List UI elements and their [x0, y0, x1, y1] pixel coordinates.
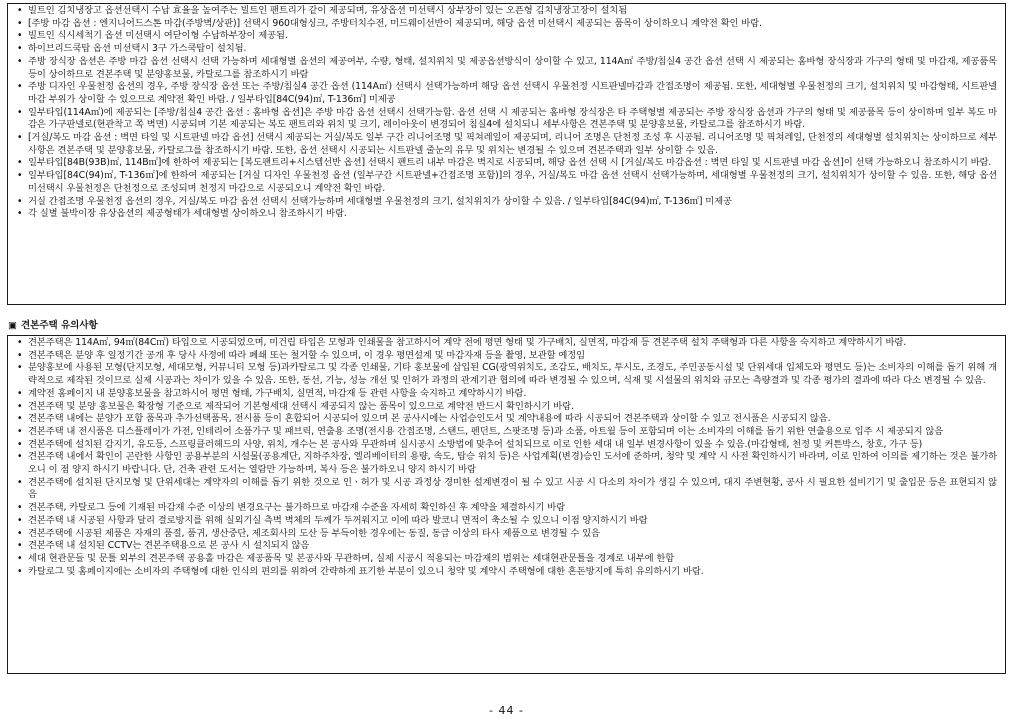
notice-item: • 하이브리드쿡탑 옵션 미선택시 3구 가스쿡탑이 설치됨. [16, 43, 997, 56]
notice-item: • 견본주택 및 분양 홍보물은 확장형 기준으로 제작되어 기본형세대 선택시 제공되지 않는 품목이 있으므로 계약전 반드시 확인하시기 바람. [16, 401, 997, 414]
notice-item: • 일부타입[84B(93B)㎡, 114B㎡]에 한하여 제공되는 [복도팬트리+시스템선반 옵션] 선택시 팬트리 내부 마감은 벽지로 시공되며, 해당 옵션 선택 시 [거실/복도 마감옵션 : 벽면 타일 및 시트판넬 마감 옵션]이 선택 가능하오니 참조하시기 바람. [16, 157, 997, 170]
notice-item: • 견본주택 내에서 확인이 곤란한 사항인 공용부분의 시설물(공용계단, 지하주차장, 엘리베이터의 용량, 속도, 탑승 위치 등)은 사업계획(변경)승인 도서에 준하며, 청약 및 계약 시 사전 확인하시기 바라며, 이로 인하여 이의를 제기하는 것은 불가하오니 이 점 양지 하시기 바랍니다. 단, 건축 관련 도서는 열람만 가능하며, 복사 등은 불가하오니 양지 하시기 바람 [16, 451, 997, 476]
notice-item: • 각 실별 불박이장 유상옵션의 제공형태가 세대형별 상이하오니 참조하시기 바람. [16, 208, 997, 221]
notice-item: • 견본주택 내 전시품은 디스플레이가 가전, 인테리어 소품가구 및 패브릭, 연출용 조명(전시용 간접조명, 스탠드, 펜던트, 스팟조명 등)과 소품, 아트월 등이 포함되며 이는 소비자의 이해를 돕기 위한 연출용으로 입주 시 제공되지 않음 [16, 426, 997, 439]
notice-item: • 견본주택 내 시공된 사항과 달리 결로방지를 위해 실외기실 측벽 벽체의 두께가 두꺼워지고 이에 따라 발코니 면적이 축소될 수 있으니 이점 양지하시기 바람 [16, 515, 997, 528]
notice-item: • 견본주택, 카탈로그 등에 기재된 마감재 수준 이상의 변경요구는 불가하므로 마감재 수준을 자세히 확인하신 후 계약을 체결하시기 바람 [16, 502, 997, 515]
notice-item: • 카탈로그 및 홈페이지에는 소비자의 주택형에 대한 인식의 편의를 위하여 간략하게 표기한 부분이 있으니 청약 및 계약시 주택형에 대한 혼돈방지에 특히 유의하시기 바람. [16, 566, 997, 579]
notice-item: • 세대 현관문들 및 문틀 외부의 견본주택 공용홀 마감은 제공품목 및 본공사와 무관하며, 실제 시공시 적용되는 마감재의 범위는 세대현관문틀을 경계로 내부에 한함 [16, 553, 997, 566]
notice-item: • 주방 장식장 옵션은 주방 마감 옵션 선택시 선택 가능하며 세대형별 옵션의 제공여부, 수량, 형태, 설치위치 및 제공옵션방식이 상이할 수 있고, 114A㎡ 주방/침실4 공간 옵션 선택 시 제공되는 홈바형 장식장과 가구의 형태 및 마감재, 제공품목 등이 상이하므로 견본주택 및 분양홍보물, 카탈로그를 참조하시기 바람 [16, 56, 997, 81]
notice-item: • 빌트인 김치냉장고 옵션선택시 수납 효율을 높여주는 빌트인 팬트리가 같이 제공되며, 유상옵션 미선택시 상부장이 있는 오픈형 김치냉장고장이 설치됨 [16, 5, 997, 18]
notice-item: • 일부타입[84C(94)㎡, T-136㎡]에 한하여 제공되는 [거실 디자인 우물천정 옵션 (일부구간 시트판넬+간접조명 포함)]의 경우, 거실/복도 마감 옵션 선택시 선택가능하며, 세대형별 우물천정의 크기, 설치위치가 상이할 수 있음. 또한, 해당 옵션 미선택시 우물천정은 단천정으로 조성되며 천정지 마감으로 시공되오니 계약전 확인 바람. [16, 170, 997, 195]
notice-item: • 견본주택 내 설치된 CCTV는 견본주택용으로 본 공사 시 설치되지 않음 [16, 540, 997, 553]
notice-item: • 견본주택에 설치된 감지기, 유도등, 스프링클러헤드의 사양, 위치, 개수는 본 공사와 무관하며 실시공시 소방법에 맞추어 설치되므로 이로 인한 세대 내 일부 변경사항이 있을 수 있음.(마감형태, 천정 및 커튼박스, 창호, 가구 등) [16, 439, 997, 452]
notice-item: • 견본주택 내에는 분양가 포함 품목과 추가선택품목, 전시품 등이 혼합되어 시공되어 있으며 본 공사시에는 사업승인도서 및 계약내용에 따라 시공되어 견본주택과 상이할 수 있고 전시품은 시공되지 않음. [16, 413, 997, 426]
model-house-notice-list [16, 337, 997, 578]
notice-item: • 견본주택은 분양 후 일정기간 공개 후 당사 사정에 따라 폐쇄 또는 철거할 수 있으며, 이 경우 평면설계 및 마감자재 등을 촬영, 보관할 예정임 [16, 350, 997, 363]
notice-item: • 주방 디자인 우물천정 옵션의 경우, 주방 장식장 옵션 또는 주방/침실4 공간 옵션 (114A㎡) 선택시 선택가능하며 해당 옵션 선택시 우물천정 시트판넬마감과 간접조명이 제공됨. 또한, 세대형별 우물천정의 크기, 설치위치 및 마감형태, 시트판넬 마감 부위가 상이할 수 있으므로 계약전 확인 바람. / 일부타입[84C(94)㎡, T-136㎡] 미제공 [16, 81, 997, 106]
notice-item: • 계약전 홈페이지 내 분양홍보물을 참고하시어 평면 형태, 가구배치, 실면적, 마감재 등 관련 사항을 숙지하고 계약하시기 바람. [16, 388, 997, 401]
section-heading [8, 320, 98, 332]
page-number: - 44 - [489, 704, 524, 717]
section-title: 견본주택 유의사항 [20, 320, 98, 331]
notice-item: • 견본주택에 시공된 제품은 자재의 품절, 품귀, 생산중단, 제조회사의 도산 등 부득이한 경우에는 동질, 동급 이상의 타사 제품으로 변경될 수 있음 [16, 528, 997, 541]
notice-item: • 일부타입(114A㎡)에 제공되는 [주방/침실4 공간 옵션 : 홈바형 옵션]은 주방 마감 옵션 선택시 선택가능함. 옵션 선택 시 제공되는 홈바형 장식장은 타 주택형별 제공되는 주방 장식장 옵션과 가구의 형태 및 제공품목 등이 상이하며 일부 복도 마감은 가구판넬로(현관착고 쪽 벽면) 시공되며 기본 제공되는 복도 팬트리와 위치 및 크기, 레이아웃이 변경되어 침실4에 설치되니 세부사항은 견본주택 및 분양홍보물, 카탈로그를 참조하시기 바람. [16, 107, 997, 132]
notice-box-model-house [7, 335, 1006, 674]
notice-item: • 견본주택은 114A㎡, 94㎡(84C㎡) 타입으로 시공되었으며, 미건립 타입은 모형과 인쇄물을 참고하시어 계약 전에 평면 형태 및 가구배치, 실면적, 마감재 등 견본주택 설치 주택형과 다른 사항을 숙지하고 계약하시기 바람. [16, 337, 997, 350]
notice-box-options [7, 3, 1006, 305]
notice-item: • 견본주택에 설치된 단지모형 및 단위세대는 계약자의 이해를 돕기 위한 것으로 인ㆍ허가 및 시공 과정상 경미한 설계변경이 될 수 있고 시공 시 다소의 차이가 생길 수 있으며, 대지 주변현황, 공사 시 필요한 설비기기 및 출입문 등은 표현되지 않음 [16, 477, 997, 502]
section-marker-icon: ▣ [8, 320, 17, 331]
notice-item: • 거실 간접조명 우물천정 옵션의 경우, 거실/복도 마감 옵션 선택시 선택가능하며 세대형별 우물천정의 크기, 설치위치가 상이할 수 있음. / 일부타입[84C(94)㎡, T-136㎡] 미제공 [16, 196, 997, 209]
notice-item: • [주방 마감 옵션 : 엔지니어드스톤 마감(주방벽/상판)] 선택시 960대형싱크, 주방터치수전, 미드웨이선반이 제공되며, 해당 옵션 미선택시 제공되는 품목이 상이하오니 계약전 확인 바람. [16, 18, 997, 31]
notice-item: • 빌트인 식시세척기 옵션 미선택시 여닫이형 수납하부장이 제공됨. [16, 30, 997, 43]
notice-item: • [거실/복도 마감 옵션 : 벽면 타일 및 시트판넬 마감 옵션] 선택시 제공되는 거실/복도 일부 구간 리니어조명 및 픽쳐레일이 제공되며, 리니어 조명은 단천정 조성 후 시공됨. 리니어조명 및 픽쳐레일, 단천정의 세대형별 설치위치는 상이하므로 세부사항은 견본주택 및 분양홍보물, 카탈로그를 참조하시기 바람. 또한, 옵션 선택시 시공되는 시트판넬 줄눈의 유무 및 위치는 변경될 수 있으며 견본주택과 일부 상이할 수 있음. [16, 132, 997, 157]
options-notice-list [16, 5, 997, 221]
notice-item: • 분양홍보에 사용된 모형(단지모형, 세대모형, 커뮤니티 모형 등)과카탈로그 및 각종 인쇄물, 기타 홍보물에 삽입된 CG(광역위치도, 조감도, 배치도, 투시도, 조경도, 주민공동시설 및 단위세대 입체도와 평면도 등)는 소비자의 이해를 돕기 위해 개략적으로 제작된 것이므로 실제 시공과는 차이가 있을 수 있음. 또한, 동선, 기능, 성능 개선 및 인허가 과정의 관계기관 협의에 따라 변경될 수 있으며, 식재 및 시설물의 위치와 규모는 측량결과 및 각종 평가의 결과에 따라 다소 변경될 수 있음. [16, 362, 997, 387]
